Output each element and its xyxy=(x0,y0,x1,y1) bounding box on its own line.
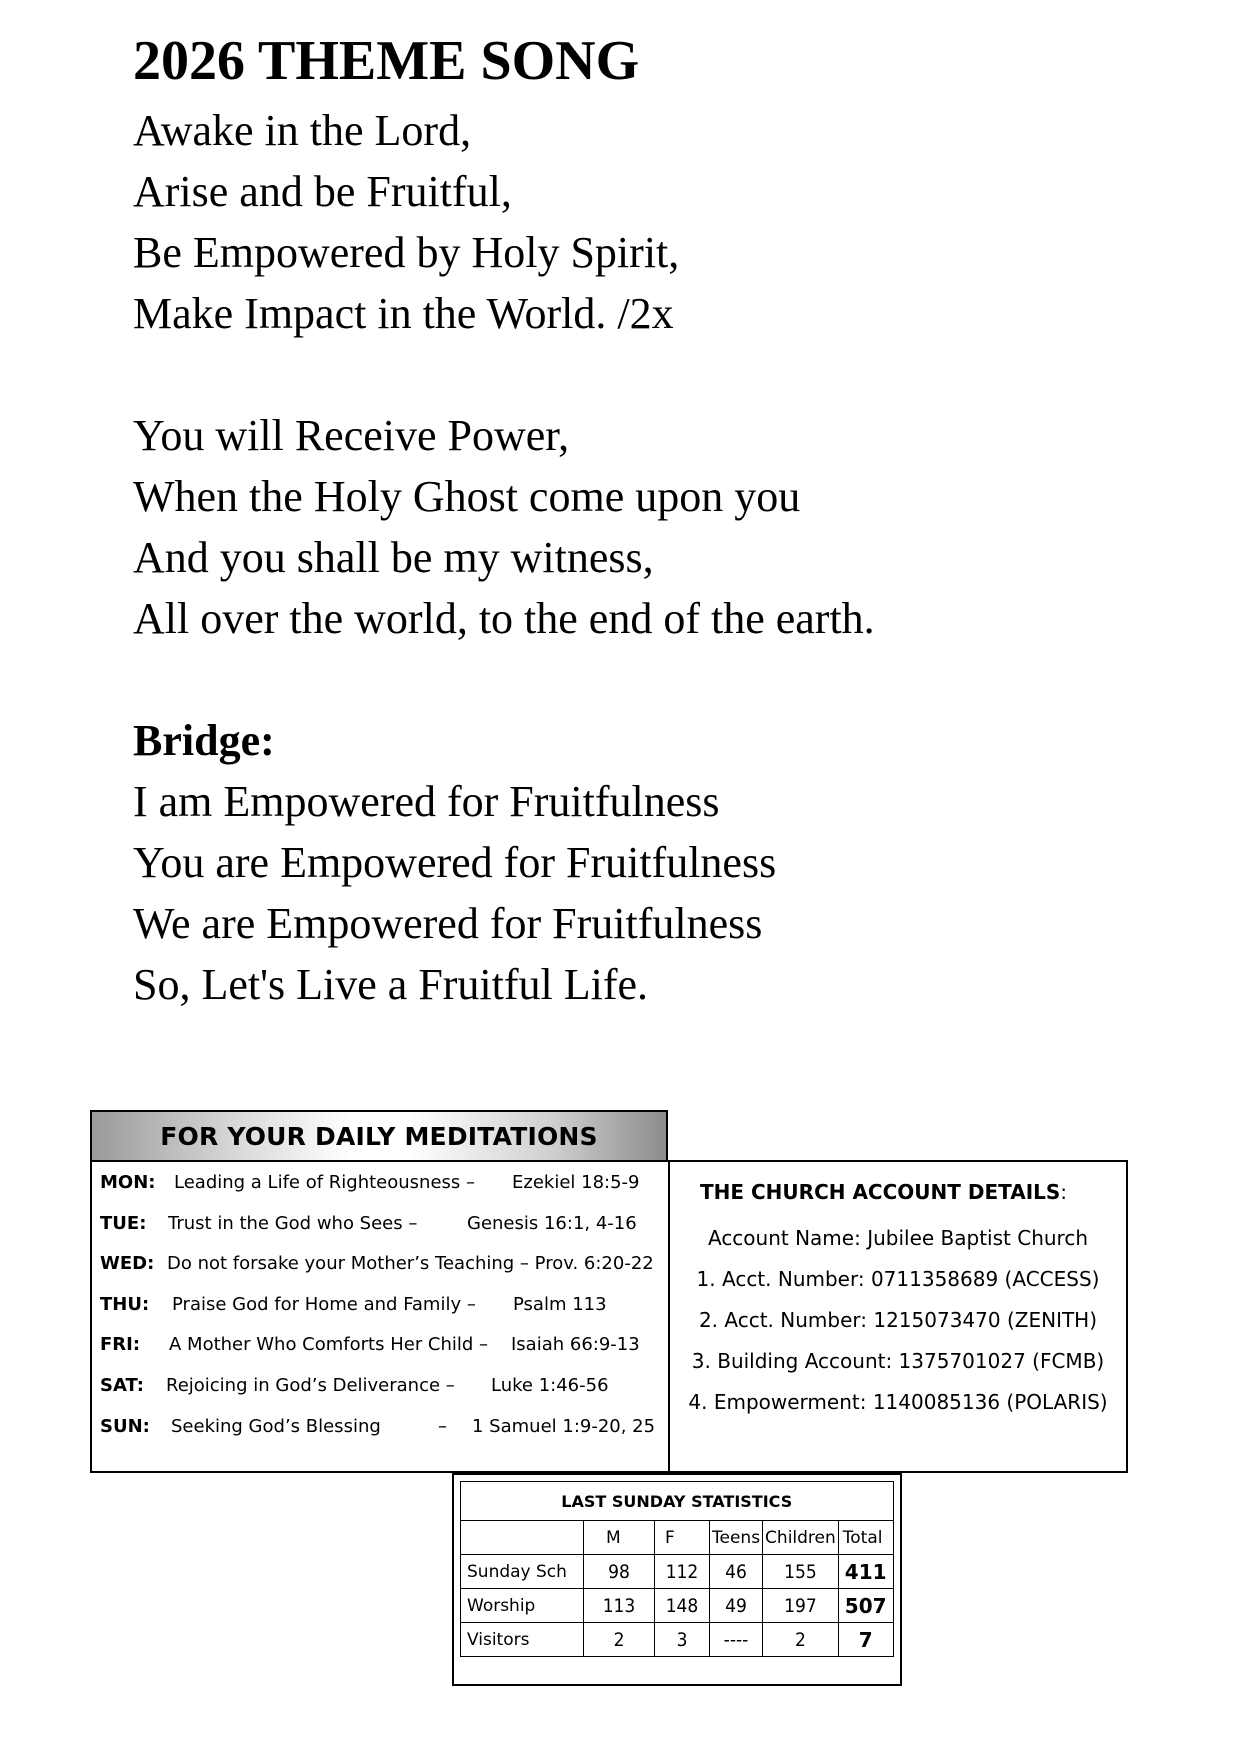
meditation-ref: Psalm 113 xyxy=(513,1294,607,1315)
meditations-heading: FOR YOUR DAILY MEDITATIONS xyxy=(90,1110,668,1162)
table-header-row xyxy=(461,1521,894,1555)
row-label: Visitors xyxy=(461,1623,584,1657)
meditation-day: FRI: xyxy=(100,1334,141,1355)
song-lyrics xyxy=(133,100,875,1015)
account-number-building: 3. Building Account: 1375701027 (FCMB) xyxy=(691,1349,1105,1373)
header-cell: F xyxy=(655,1521,710,1555)
cell-teens: 49 xyxy=(710,1589,763,1623)
account-title: THE CHURCH ACCOUNT DETAILS: xyxy=(700,1180,1068,1204)
account-number-access: 1. Acct. Number: 0711358689 (ACCESS) xyxy=(696,1267,1100,1291)
account-number-empowerment: 4. Empowerment: 1140085136 (POLARIS) xyxy=(688,1390,1108,1414)
statistics-table xyxy=(460,1481,894,1657)
cell-teens: 46 xyxy=(710,1555,763,1589)
lyric-line: You are Empowered for Fruitfulness xyxy=(133,838,777,887)
meditation-ref: Ezekiel 18:5-9 xyxy=(512,1172,640,1193)
lyric-line: Arise and be Fruitful, xyxy=(133,167,512,216)
cell-f: 148 xyxy=(655,1589,710,1623)
cell-children: 197 xyxy=(763,1589,839,1623)
meditation-ref: Isaiah 66:9-13 xyxy=(511,1334,640,1355)
cell-total: 507 xyxy=(838,1589,893,1623)
meditation-day: SUN: xyxy=(100,1416,150,1437)
lyric-line: We are Empowered for Fruitfulness xyxy=(133,899,763,948)
header-cell: Teens xyxy=(710,1521,763,1555)
row-label: Sunday Sch xyxy=(461,1555,584,1589)
meditation-topic: Trust in the God who Sees – xyxy=(168,1213,418,1234)
cell-children: 2 xyxy=(763,1623,839,1657)
lyric-line: And you shall be my witness, xyxy=(133,533,654,582)
statistics-caption: LAST SUNDAY STATISTICS xyxy=(461,1482,894,1521)
table-row xyxy=(461,1589,894,1623)
lyric-line: Make Impact in the World. /2x xyxy=(133,289,674,338)
cell-total: 7 xyxy=(838,1623,893,1657)
meditation-topic: Do not forsake your Mother’s Teaching – Prov. 6:20-22 xyxy=(167,1253,654,1274)
meditations-box xyxy=(90,1160,670,1473)
meditation-ref: Luke 1:46-56 xyxy=(491,1375,609,1396)
cell-children: 155 xyxy=(763,1555,839,1589)
lyric-line: You will Receive Power, xyxy=(133,411,570,460)
header-cell: Children xyxy=(763,1521,839,1555)
header-cell: M xyxy=(584,1521,655,1555)
cell-m: 2 xyxy=(584,1623,655,1657)
meditation-day: WED: xyxy=(100,1253,155,1274)
meditation-topic: Seeking God’s Blessing – xyxy=(171,1416,447,1437)
cell-m: 113 xyxy=(584,1589,655,1623)
meditation-topic: A Mother Who Comforts Her Child – xyxy=(169,1334,489,1355)
header-cell: Total xyxy=(838,1521,893,1555)
cell-teens: ---- xyxy=(710,1623,763,1657)
lyric-line: When the Holy Ghost come upon you xyxy=(133,472,801,521)
header-cell xyxy=(461,1521,584,1555)
row-label: Worship xyxy=(461,1589,584,1623)
meditation-ref: Genesis 16:1, 4-16 xyxy=(467,1213,637,1234)
lyric-line: So, Let's Live a Fruitful Life. xyxy=(133,960,649,1009)
table-row xyxy=(461,1555,894,1589)
table-row xyxy=(461,1623,894,1657)
lyric-line: Awake in the Lord, xyxy=(133,106,472,155)
theme-song xyxy=(133,30,875,1015)
account-name: Account Name: Jubilee Baptist Church xyxy=(707,1226,1089,1250)
lyric-line: I am Empowered for Fruitfulness xyxy=(133,777,720,826)
cell-f: 3 xyxy=(655,1623,710,1657)
meditation-day: SAT: xyxy=(100,1375,144,1396)
meditation-topic: Praise God for Home and Family – xyxy=(172,1294,476,1315)
cell-total: 411 xyxy=(838,1555,893,1589)
meditation-topic: Rejoicing in God’s Deliverance – xyxy=(166,1375,455,1396)
meditation-ref: 1 Samuel 1:9-20, 25 xyxy=(472,1416,656,1437)
statistics-box xyxy=(452,1473,902,1686)
meditation-day: MON: xyxy=(100,1172,156,1193)
account-number-zenith: 2. Acct. Number: 1215073470 (ZENITH) xyxy=(698,1308,1098,1332)
meditation-topic: Leading a Life of Righteousness – xyxy=(174,1172,476,1193)
cell-f: 112 xyxy=(655,1555,710,1589)
meditation-day: TUE: xyxy=(100,1213,147,1234)
cell-m: 98 xyxy=(584,1555,655,1589)
lyric-line: Be Empowered by Holy Spirit, xyxy=(133,228,680,277)
song-title: 2026 THEME SONG xyxy=(133,30,640,92)
account-details-box xyxy=(668,1160,1128,1473)
meditation-day: THU: xyxy=(100,1294,150,1315)
bridge-label: Bridge: xyxy=(133,716,275,765)
lyric-line: All over the world, to the end of the earth. xyxy=(133,594,875,643)
